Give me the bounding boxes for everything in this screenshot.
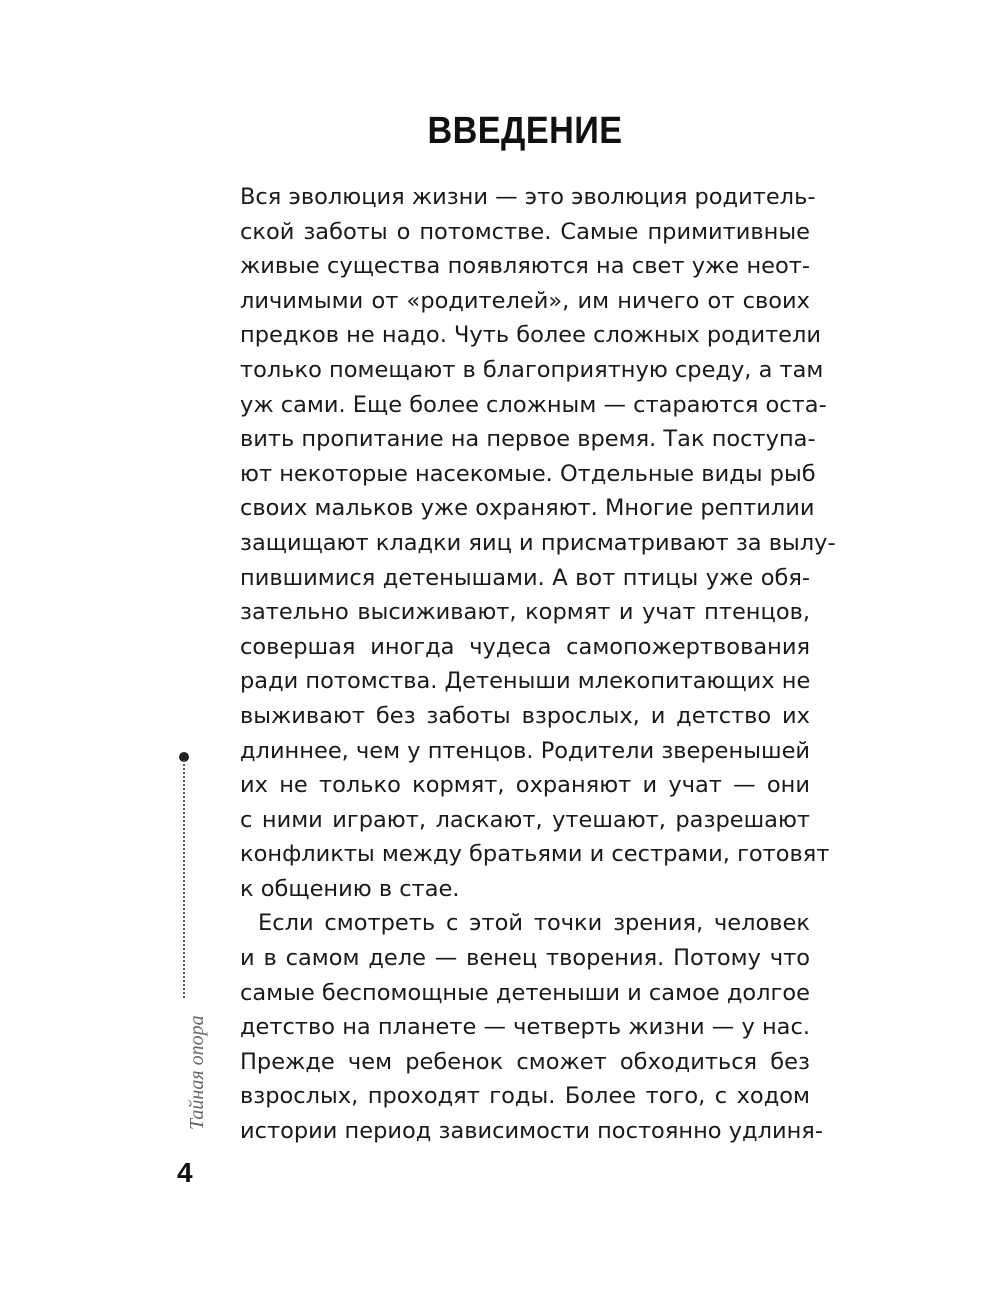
text-line: Если смотреть с этой точки зрения, человек: [258, 910, 810, 937]
text-line: ради потомства. Детеныши млекопитающих не: [240, 668, 811, 695]
text-line: вить пропитание на первое время. Так поступа-: [240, 426, 816, 453]
body-text: [240, 180, 836, 1149]
text-line: Вся эволюция жизни — это эволюция родитель-: [240, 184, 816, 210]
text-line: детство на планете — четверть жизни — у нас.: [240, 1014, 810, 1041]
text-line: Прежде чем ребенок сможет обходиться без: [240, 1048, 810, 1075]
text-line: только помещают в благоприятную среду, а там: [240, 356, 824, 383]
text-line: зательно высиживают, кормят и учат птенцов,: [240, 599, 810, 626]
chapter-title: ВВЕДЕНИЕ: [427, 110, 623, 152]
page-number: 4: [177, 1157, 193, 1188]
text-line: пившимися детенышами. А вот птицы уже обя-: [240, 564, 810, 591]
text-line: ют некоторые насекомые. Отдельные виды рыб: [240, 460, 816, 487]
text-line: их не только кормят, охраняют и учат — они: [240, 772, 810, 799]
text-line: взрослых, проходят годы. Более того, с ходом: [240, 1083, 810, 1110]
text-line: совершая иногда чудеса самопожертвования: [240, 633, 810, 660]
text-line: своих мальков уже охраняют. Многие рептилии: [240, 495, 815, 522]
text-line: длиннее, чем у птенцов. Родители зверенышей: [240, 737, 811, 764]
text-line: истории период зависимости постоянно удлиня-: [240, 1118, 823, 1145]
running-title: Тайная опора: [186, 1015, 208, 1130]
paragraph-1: [240, 180, 836, 906]
text-line: выживают без заботы взрослых, и детство их: [240, 702, 810, 729]
margin-dotted-rule: [183, 760, 185, 998]
text-line: защищают кладки яиц и присматривают за вылу-: [240, 529, 836, 556]
text-line: живые существа появляются на свет уже неот-: [240, 253, 810, 280]
text-line: конфликты между братьями и сестрами, готовят: [240, 841, 830, 868]
text-line: к общению в стае.: [240, 875, 460, 902]
text-line: и в самом деле — венец творения. Потому что: [240, 945, 810, 972]
text-line: уж сами. Еще более сложным — стараются оста-: [240, 391, 827, 418]
text-line: ской заботы о потомстве. Самые примитивные: [240, 218, 810, 245]
text-line: предков не надо. Чуть более сложных родители: [240, 322, 822, 349]
text-line: личимыми от «родителей», им ничего от своих: [240, 287, 810, 314]
text-line: самые беспомощные детеныши и самое долгое: [240, 979, 810, 1006]
paragraph-2: [240, 906, 823, 1148]
text-line: с ними играют, ласкают, утешают, разрешают: [240, 806, 810, 833]
